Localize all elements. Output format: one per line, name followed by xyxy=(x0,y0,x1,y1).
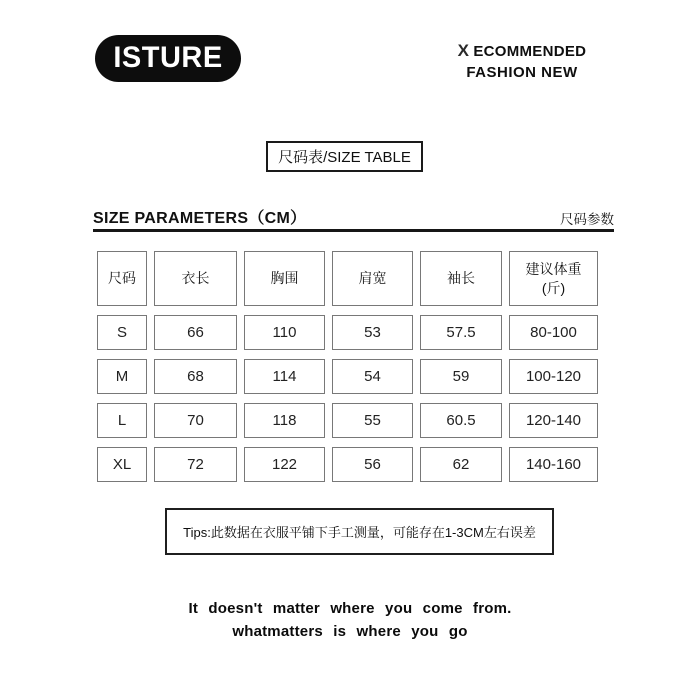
size-table-cell xyxy=(509,315,598,350)
brand-tagline xyxy=(442,40,602,83)
section-heading-cn: 尺码参数 xyxy=(560,212,614,227)
cell-value: 62 xyxy=(452,456,470,473)
cell-value: L xyxy=(117,412,127,429)
size-table-cell xyxy=(97,359,147,394)
header-label: 衣长 xyxy=(181,270,210,286)
cell-value: S xyxy=(116,324,127,341)
cell-value: 68 xyxy=(187,368,204,385)
size-table-cell xyxy=(332,315,413,350)
size-table-cell xyxy=(420,359,502,394)
brand-logo xyxy=(95,35,241,82)
size-table-cell xyxy=(154,447,237,482)
header-label: 袖长 xyxy=(447,270,475,286)
tagline-line1-text: ECOMMENDED xyxy=(473,43,587,60)
footer-quote-line1: It doesn't matter where you come from. xyxy=(188,600,512,617)
size-table-cell xyxy=(332,359,413,394)
brand-logo-text: ISTURE xyxy=(113,41,223,75)
cell-value: 118 xyxy=(272,412,297,429)
size-table-cell xyxy=(332,403,413,438)
size-table-cell xyxy=(244,315,325,350)
header-label: 建议体重 xyxy=(525,260,582,277)
size-table-cell xyxy=(154,359,237,394)
size-table-cell xyxy=(244,447,325,482)
size-table-header-cell xyxy=(332,251,413,306)
x-mark-icon: X xyxy=(457,41,470,60)
cell-value: 140-160 xyxy=(525,456,582,473)
tips-text: Tips:此数据在衣服平铺下手工测量，可能存在1-3CM左右误差 xyxy=(183,525,536,540)
size-table-cell xyxy=(97,447,147,482)
cell-value: 114 xyxy=(272,368,297,385)
size-table xyxy=(97,251,598,482)
size-table-header-cell xyxy=(509,251,598,306)
header-label-unit: (斤) xyxy=(541,279,566,296)
size-table-cell xyxy=(97,315,147,350)
footer-quote xyxy=(0,597,700,643)
size-table-cell xyxy=(332,447,413,482)
size-table-cell xyxy=(420,447,502,482)
cell-value: 66 xyxy=(187,324,204,341)
section-heading-row xyxy=(93,205,614,228)
section-divider xyxy=(93,229,614,232)
header-label: 肩宽 xyxy=(358,270,387,286)
tips-box xyxy=(165,508,554,555)
size-table-header-cell xyxy=(420,251,502,306)
cell-value: 72 xyxy=(187,456,204,473)
size-table-cell xyxy=(420,315,502,350)
cell-value: 120-140 xyxy=(525,412,582,429)
cell-value: 100-120 xyxy=(525,368,582,385)
tagline-line1 xyxy=(442,40,602,62)
size-table-title-box xyxy=(266,141,423,172)
size-table-cell xyxy=(420,403,502,438)
tagline-line2: FASHION NEW xyxy=(466,64,578,81)
footer-quote-line2: whatmatters is where you go xyxy=(232,623,468,640)
size-table-cell xyxy=(509,359,598,394)
section-heading: SIZE PARAMETERS（CM） xyxy=(93,210,307,227)
size-table-header-cell xyxy=(154,251,237,306)
cell-value: 54 xyxy=(364,368,381,385)
cell-value: 57.5 xyxy=(446,324,476,341)
cell-value: 55 xyxy=(364,412,381,429)
cell-value: 56 xyxy=(364,456,381,473)
cell-value: M xyxy=(115,368,129,385)
size-table-cell xyxy=(244,403,325,438)
cell-value: 60.5 xyxy=(446,412,476,429)
size-table-cell xyxy=(154,315,237,350)
size-table-title: 尺码表/SIZE TABLE xyxy=(278,149,411,166)
cell-value: 110 xyxy=(272,324,297,341)
size-table-cell xyxy=(244,359,325,394)
cell-value: 53 xyxy=(364,324,381,341)
cell-value: 59 xyxy=(452,368,470,385)
cell-value: XL xyxy=(112,456,132,473)
cell-value: 70 xyxy=(187,412,204,429)
cell-value: 80-100 xyxy=(530,324,577,341)
size-table-header-cell xyxy=(244,251,325,306)
size-table-cell xyxy=(509,403,598,438)
header-label: 胸围 xyxy=(270,270,299,286)
size-table-cell xyxy=(509,447,598,482)
size-table-cell xyxy=(97,403,147,438)
header-label: 尺码 xyxy=(108,270,136,286)
size-table-header-cell xyxy=(97,251,147,306)
cell-value: 122 xyxy=(271,456,298,473)
size-table-cell xyxy=(154,403,237,438)
